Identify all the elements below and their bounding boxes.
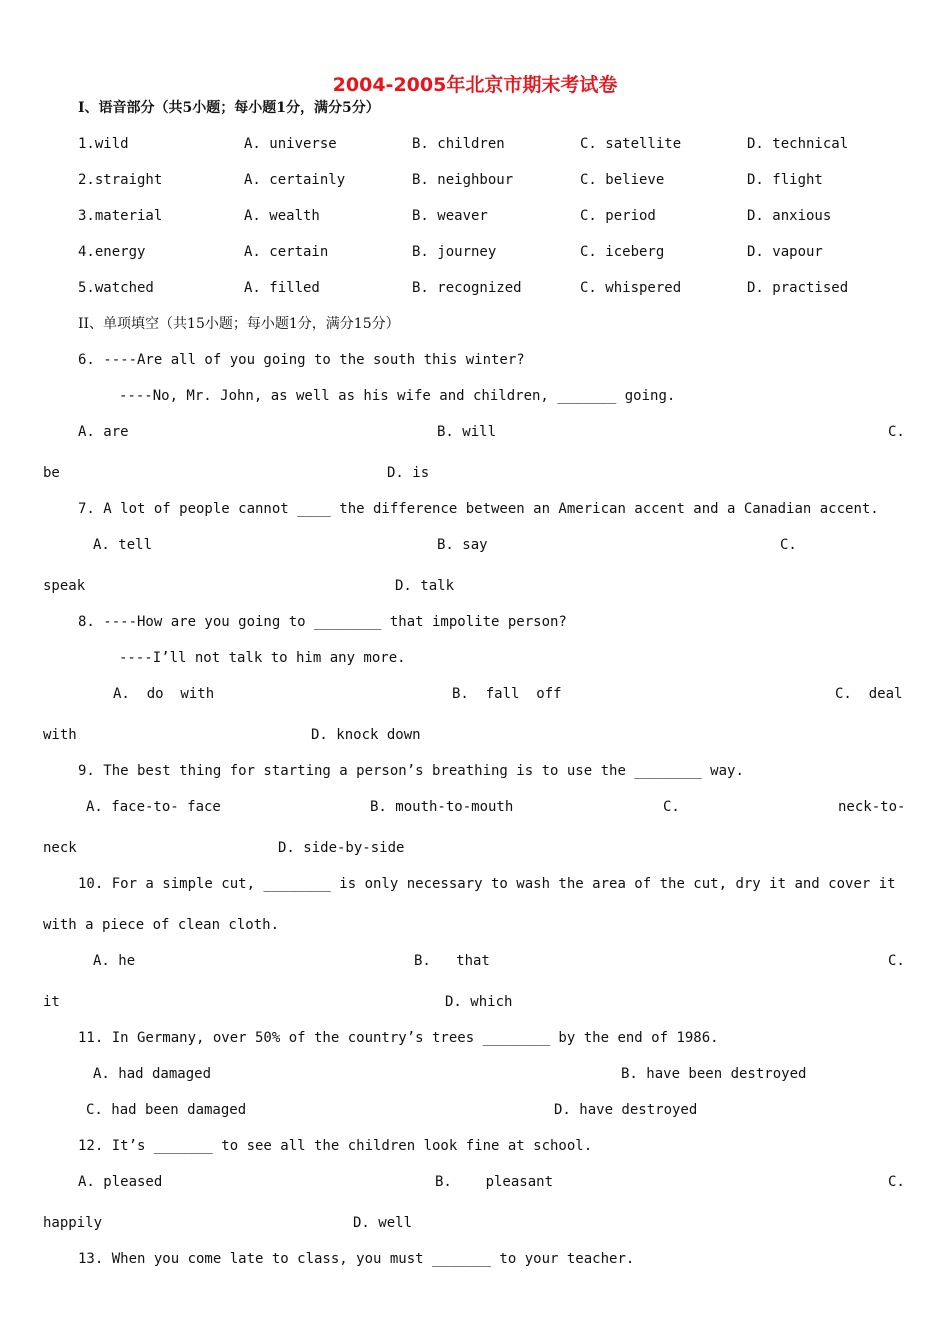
q5-option-c: C. whispered [580,280,682,296]
q12-option-c-text: happily [43,1215,103,1231]
q8-line2: ----I’ll not talk to him any more. [119,650,406,666]
q1-option-a: A. universe [244,136,337,152]
q8-option-c-text: with [43,727,77,743]
q5-option-a: A. filled [244,280,320,296]
q7-option-c-text: speak [43,578,86,594]
q5-option-d: D. practised [747,280,849,296]
q7-option-a: A. tell [93,537,153,553]
q6-option-a: A. are [78,424,129,440]
q10-option-a: A. he [93,953,136,969]
q6-option-b: B. will [437,424,497,440]
q4-option-c: C. iceberg [580,244,665,260]
q6-option-d: D. is [387,465,430,481]
q12-option-c: C. [888,1174,905,1190]
q7-option-b: B. say [437,537,488,553]
q4-option-b: B. journey [412,244,497,260]
q2-stem: 2.straight [78,172,163,188]
q10-option-d: D. which [445,994,513,1010]
q8-option-a: A. do with [113,686,215,702]
q11-option-b: B. have been destroyed [621,1066,807,1082]
q7-line1: 7. A lot of people cannot ____ the difference between an American accent and a Canadian accent. [78,501,879,517]
q11-option-a: A. had damaged [93,1066,212,1082]
q10-option-c-text: it [43,994,60,1010]
q4-option-a: A. certain [244,244,329,260]
q9-option-d: D. side-by-side [278,840,405,856]
q5-option-b: B. recognized [412,280,522,296]
q6-line2: ----No, Mr. John, as well as his wife and children, _______ going. [119,388,676,404]
q4-stem: 4.energy [78,244,146,260]
q1-option-c: C. satellite [580,136,682,152]
q9-option-a: A. face-to- face [86,799,221,815]
q12-line1: 12. It’s _______ to see all the children look fine at school. [78,1138,593,1154]
q2-option-d: D. flight [747,172,823,188]
q2-option-c: C. believe [580,172,665,188]
q9-line1: 9. The best thing for starting a person’s breathing is to use the ________ way. [78,763,744,779]
q10-option-c: C. [888,953,905,969]
q5-stem: 5.watched [78,280,154,296]
q10-option-b: B. that [414,953,490,969]
q8-line1: 8. ----How are you going to ________ that impolite person? [78,614,567,630]
q10-line2: with a piece of clean cloth. [43,917,280,933]
q7-option-c: C. [780,537,797,553]
section-1-heading: I、语音部分（共5小题；每小题1分，满分5分） [78,100,380,116]
q12-option-b: B. pleasant [435,1174,554,1190]
q2-option-a: A. certainly [244,172,346,188]
q11-option-d: D. have destroyed [554,1102,698,1118]
q7-option-d: D. talk [395,578,455,594]
q12-option-a: A. pleased [78,1174,163,1190]
q8-option-c: C. deal [835,686,903,702]
q9-option-c-text-end: neck [43,840,77,856]
q10-line1: 10. For a simple cut, ________ is only necessary to wash the area of the cut, dry it and cover it [78,876,896,892]
q2-option-b: B. neighbour [412,172,514,188]
q1-option-d: D. technical [747,136,849,152]
q11-line1: 11. In Germany, over 50% of the country’s trees ________ by the end of 1986. [78,1030,719,1046]
section-2-heading: II、单项填空（共15小题；每小题1分，满分15分） [78,316,400,332]
q1-option-b: B. children [412,136,505,152]
q3-option-b: B. weaver [412,208,488,224]
q3-stem: 3.material [78,208,163,224]
q9-option-c-text-start: neck-to- [838,799,906,815]
q3-option-d: D. anxious [747,208,832,224]
q4-option-d: D. vapour [747,244,823,260]
q12-option-d: D. well [353,1215,413,1231]
q6-line1: 6. ----Are all of you going to the south this winter? [78,352,525,368]
q6-option-c-text: be [43,465,60,481]
q11-option-c: C. had been damaged [86,1102,247,1118]
q9-option-b: B. mouth-to-mouth [370,799,514,815]
q8-option-b: B. fall off [452,686,562,702]
q9-option-c: C. [663,799,680,815]
q3-option-c: C. period [580,208,656,224]
q1-stem: 1.wild [78,136,129,152]
q13-line1: 13. When you come late to class, you must _______ to your teacher. [78,1251,635,1267]
q3-option-a: A. wealth [244,208,320,224]
page-title: 2004-2005年北京市期末考试卷 [332,74,618,96]
q8-option-d: D. knock down [311,727,421,743]
q6-option-c: C. [888,424,905,440]
